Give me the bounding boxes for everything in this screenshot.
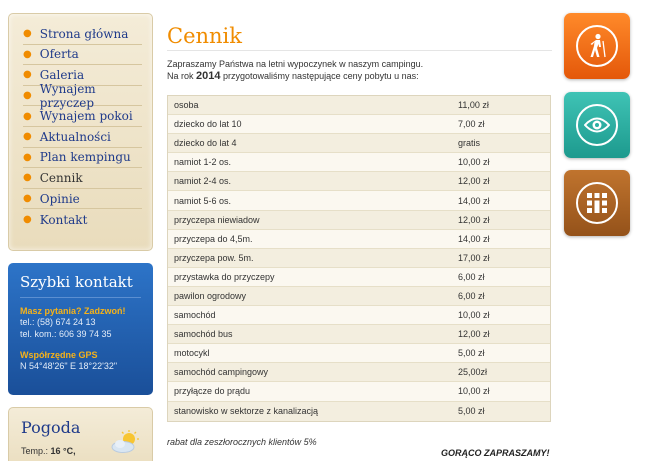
nav-item-label: Strona główna bbox=[39, 26, 129, 41]
table-row bbox=[168, 134, 550, 153]
price-item-name: samochód campingowy bbox=[174, 367, 269, 378]
table-row bbox=[168, 344, 550, 363]
nav-item-wynajem-pokoi[interactable] bbox=[23, 106, 142, 127]
price-item-name: namiot 2-4 os. bbox=[174, 176, 232, 187]
contact-phone: tel.: (58) 674 24 13 bbox=[20, 317, 96, 327]
tile-ring bbox=[576, 25, 618, 67]
intro-text bbox=[167, 58, 423, 82]
tile-calendar[interactable] bbox=[564, 170, 630, 236]
price-item-name: stanowisko w sektorze z kanalizacją bbox=[174, 406, 319, 417]
nav-item-label: Wynajem pokoi bbox=[39, 109, 133, 124]
price-table bbox=[167, 95, 551, 422]
nav-item-cennik[interactable] bbox=[23, 168, 142, 189]
nav-item-label: Galeria bbox=[39, 67, 85, 82]
nav-item-oferta[interactable] bbox=[23, 45, 142, 66]
intro-line-2 bbox=[167, 70, 423, 82]
gps-label: Współrzędne GPS bbox=[20, 350, 98, 360]
price-item-name: namiot 5-6 os. bbox=[174, 195, 232, 206]
page-title: Cennik bbox=[167, 24, 242, 48]
closing-text: GORĄCO ZAPRASZAMY! bbox=[441, 448, 550, 458]
price-item-name: samochód bbox=[174, 310, 216, 321]
tile-ring bbox=[576, 104, 618, 146]
intro-line-2-suffix: przygotowaliśmy następujące ceny pobytu u nas: bbox=[223, 71, 419, 81]
nav-item-label: Opinie bbox=[39, 191, 80, 206]
price-item-name: osoba bbox=[174, 100, 199, 111]
nav-item-kontakt[interactable] bbox=[23, 209, 142, 230]
price-item-value: 25,00zł bbox=[458, 367, 488, 378]
nav-item-plan-kempingu[interactable] bbox=[23, 148, 142, 169]
table-row bbox=[168, 287, 550, 306]
contact-mobile: tel. kom.: 606 39 74 35 bbox=[20, 329, 112, 339]
nav-item-wynajem-przyczep[interactable] bbox=[23, 81, 142, 110]
weather-title: Pogoda bbox=[21, 418, 81, 437]
table-row bbox=[168, 115, 550, 134]
partly-cloudy-icon bbox=[110, 430, 140, 454]
bullet-icon: ● bbox=[23, 214, 32, 226]
title-divider bbox=[167, 50, 552, 51]
price-item-name: przyczepa pow. 5m. bbox=[174, 252, 254, 263]
bullet-icon: ● bbox=[23, 110, 32, 122]
bullet-icon: ● bbox=[23, 131, 32, 143]
price-item-value: 14,00 zł bbox=[458, 195, 490, 206]
price-item-value: 12,00 zł bbox=[458, 329, 490, 340]
price-item-value: 12,00 zł bbox=[458, 214, 490, 225]
table-row bbox=[168, 230, 550, 249]
nav-item-label: Wynajem przyczep bbox=[39, 81, 96, 110]
table-row bbox=[168, 172, 550, 191]
nav-item-aktualnosci[interactable] bbox=[23, 127, 142, 148]
main-navigation bbox=[8, 13, 153, 251]
gps-value: N 54°48'26" E 18°22'32" bbox=[20, 361, 118, 371]
table-row bbox=[168, 402, 550, 421]
table-row bbox=[168, 191, 550, 210]
table-row bbox=[168, 268, 550, 287]
price-item-value: 10,00 zł bbox=[458, 157, 490, 168]
price-item-value: 11,00 zł bbox=[458, 100, 489, 111]
bullet-icon: ● bbox=[23, 69, 32, 81]
price-item-value: gratis bbox=[458, 138, 481, 149]
nav-item-label: Aktualności bbox=[39, 129, 111, 144]
bullet-icon: ● bbox=[23, 48, 32, 60]
table-row bbox=[168, 249, 550, 268]
price-item-value: 6,00 zł bbox=[458, 290, 485, 301]
quick-contact-title: Szybki kontakt bbox=[20, 273, 141, 298]
table-row bbox=[168, 153, 550, 172]
price-item-name: przyłącze do prądu bbox=[174, 386, 251, 397]
price-item-value: 10,00 zł bbox=[458, 386, 490, 397]
bullet-icon: ● bbox=[23, 151, 32, 163]
temp-label: Temp.: bbox=[21, 446, 49, 456]
price-item-value: 17,00 zł bbox=[458, 252, 490, 263]
table-row bbox=[168, 96, 550, 115]
table-row bbox=[168, 306, 550, 325]
price-item-name: przyczepa do 4,5m. bbox=[174, 233, 253, 244]
table-row bbox=[168, 325, 550, 344]
intro-year: 2014 bbox=[196, 70, 221, 82]
tile-ring bbox=[576, 182, 618, 224]
weather-box bbox=[8, 407, 153, 461]
price-item-name: przyczepa niewiadow bbox=[174, 214, 260, 225]
price-item-value: 12,00 zł bbox=[458, 176, 490, 187]
eye-icon bbox=[584, 116, 610, 134]
price-item-name: motocykl bbox=[174, 348, 210, 359]
price-item-name: dziecko do lat 10 bbox=[174, 119, 242, 130]
table-row bbox=[168, 363, 550, 382]
bullet-icon: ● bbox=[23, 28, 32, 40]
nav-item-strona-glowna[interactable] bbox=[23, 24, 142, 45]
price-item-value: 7,00 zł bbox=[458, 119, 485, 130]
price-item-value: 10,00 zł bbox=[458, 310, 490, 321]
nav-item-label: Oferta bbox=[39, 47, 79, 62]
tile-hiker[interactable] bbox=[564, 13, 630, 79]
price-item-value: 5,00 zł bbox=[458, 348, 485, 359]
calendar-grid-icon bbox=[586, 192, 608, 214]
price-item-name: pawilon ogrodowy bbox=[174, 290, 247, 301]
price-item-name: przystawka do przyczepy bbox=[174, 271, 275, 282]
price-item-name: samochód bus bbox=[174, 329, 233, 340]
bullet-icon: ● bbox=[23, 90, 32, 102]
intro-line-2-prefix: Na rok bbox=[167, 71, 194, 81]
price-item-name: namiot 1-2 os. bbox=[174, 157, 232, 168]
bullet-icon: ● bbox=[23, 172, 32, 184]
intro-line-1: Zapraszamy Państwa na letni wypoczynek w naszym campingu. bbox=[167, 59, 424, 69]
price-item-name: dziecko do lat 4 bbox=[174, 138, 237, 149]
price-item-value: 14,00 zł bbox=[458, 233, 490, 244]
contact-question: Masz pytania? Zadzwoń! bbox=[20, 306, 126, 316]
nav-item-opinie[interactable] bbox=[23, 189, 142, 210]
temp-value: 16 °C, bbox=[50, 446, 76, 456]
nav-item-label: Cennik bbox=[39, 170, 83, 185]
table-row bbox=[168, 211, 550, 230]
price-item-value: 5,00 zł bbox=[458, 406, 485, 417]
quick-contact-box bbox=[8, 263, 153, 395]
price-item-value: 6,00 zł bbox=[458, 271, 485, 282]
tile-eye[interactable] bbox=[564, 92, 630, 158]
hiker-icon bbox=[585, 33, 609, 59]
table-row bbox=[168, 382, 550, 401]
nav-item-label: Kontakt bbox=[39, 212, 88, 227]
bullet-icon: ● bbox=[23, 193, 32, 205]
nav-item-label: Plan kempingu bbox=[39, 150, 131, 165]
discount-note: rabat dla zeszłorocznych klientów 5% bbox=[167, 437, 317, 447]
